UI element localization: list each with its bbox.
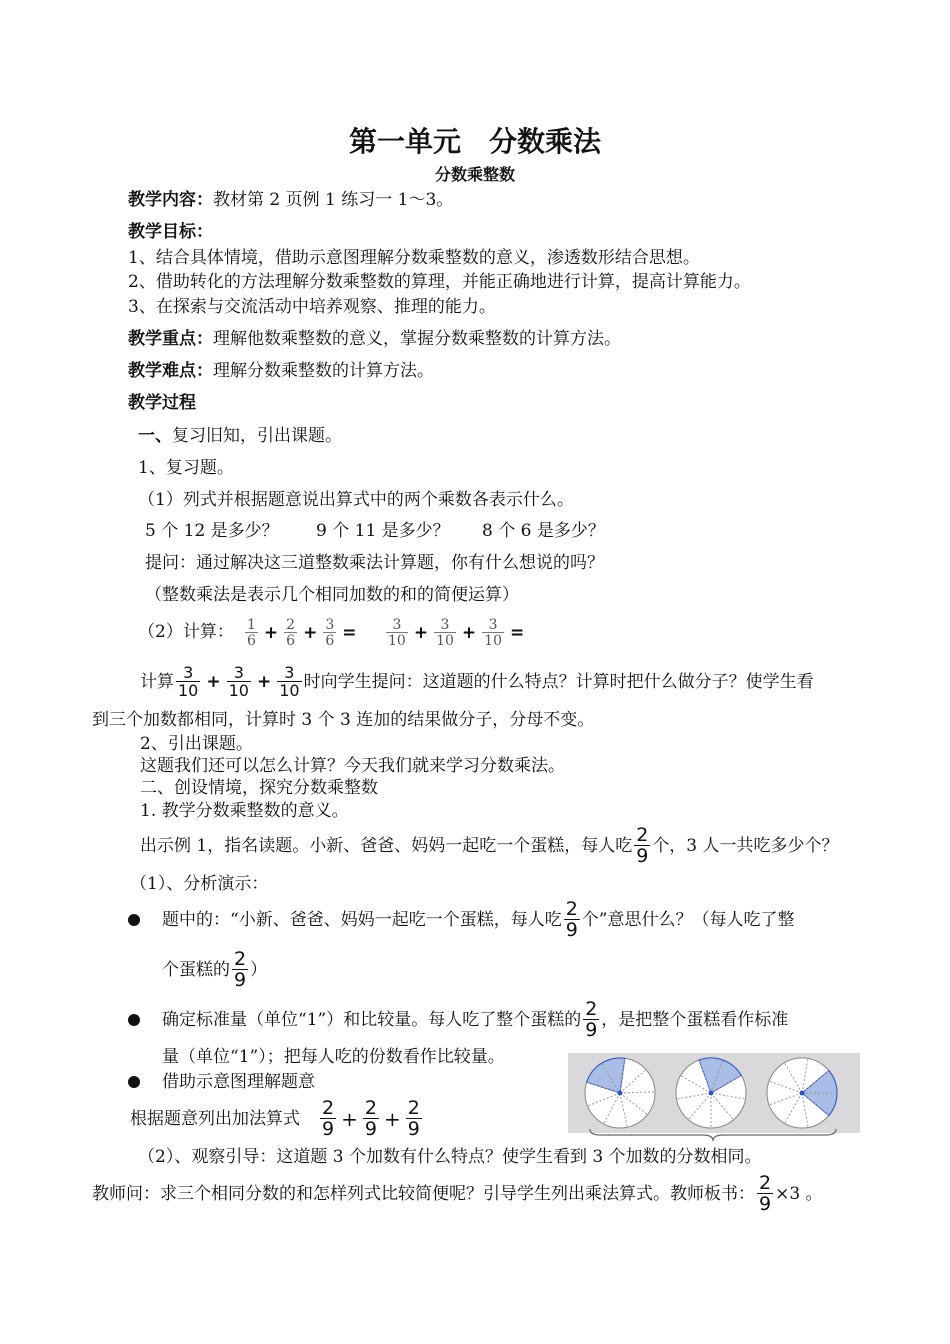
fraction: $\frac{2}{9}$	[759, 1172, 772, 1215]
fraction: $\frac{3}{10}$	[436, 617, 454, 649]
calc-label: （2）计算：	[138, 622, 234, 642]
key-text: 理解他数乘整数的意义，掌握分数乘整数的计算方法。	[213, 329, 621, 349]
fraction: $\frac{3}{10}$	[178, 663, 199, 700]
section1-title: 复习旧知，引出课题。	[172, 426, 342, 446]
calc-question-continued: 到三个加数都相同，计算时 3 个 3 连加的结果做分子，分母不变。	[92, 710, 595, 730]
calc-expression-a: $\frac{1}{6}$ + $\frac{2}{6}$ + $\frac{3}{6}$ =	[247, 617, 357, 649]
fraction: $\frac{1}{6}$	[247, 617, 256, 649]
multiplication-question: 5 个 12 是多少？	[145, 521, 279, 541]
fraction: $\frac{3}{10}$	[484, 617, 502, 649]
key-label: 教学重点：	[128, 329, 213, 349]
content-label: 教学内容：	[128, 190, 213, 210]
calc-expression-b: $\frac{3}{10}$ + $\frac{3}{10}$ + $\frac{3}{10}$ =	[388, 617, 525, 649]
observe-line: （2）、观察引导：这道题 3 个加数有什么特点？使学生看到 3 个加数的分数相同。	[138, 1147, 762, 1167]
difficulty-line	[128, 359, 434, 383]
analysis-heading: （1）、分析演示：	[130, 874, 269, 894]
bullet-item-continued: 个蛋糕的 $\frac{2}{9}$ ）	[162, 948, 268, 991]
goal-item: 1、结合具体情境，借助示意图理解分数乘整数的意义，渗透数形结合思想。	[128, 248, 700, 268]
page-title: 第一单元 分数乘法	[348, 125, 601, 158]
fraction: $\frac{3}{6}$	[325, 617, 335, 649]
bullet-icon	[128, 1076, 140, 1088]
bullet-item: 题中的：“小新、爸爸、妈妈一起吃一个蛋糕，每人吃 $\frac{2}{9}$ 个”意思什么？（每人吃了整	[162, 898, 795, 941]
teacher-prompt: 提问：通过解决这三道整数乘法计算题，你有什么想说的吗？	[145, 553, 604, 573]
lesson-subtitle: 分数乘整数	[434, 165, 515, 184]
bullet-item-continued: 量（单位“1”）；把每人吃的份数看作比较量。	[162, 1047, 505, 1067]
fraction: $\frac{2}{9}$	[364, 1097, 377, 1140]
multiplication-question: 9 个 11 是多少？	[316, 521, 450, 541]
process-label: 教学过程	[128, 393, 196, 413]
cake-diagram	[568, 1053, 860, 1133]
cake-center	[800, 1091, 805, 1096]
calc-question-line: 计算 $\frac{3}{10}$ + $\frac{3}{10}$ + $\frac{3}{10}$ 时向学生提问：这道题的什么特点？计算时把什么做分子？使学生看	[140, 663, 814, 700]
fraction: $\frac{3}{10}$	[228, 663, 249, 700]
cake-center	[618, 1091, 623, 1096]
cake-diagram-svg	[568, 1053, 860, 1133]
goal-item: 2、借助转化的方法理解分数乘整数的算理，并能正确地进行计算，提高计算能力。	[128, 272, 751, 292]
expected-answer: （整数乘法是表示几个相同加数的和的简便运算）	[145, 585, 519, 605]
bullet-icon	[128, 1014, 140, 1026]
fraction: $\frac{2}{9}$	[565, 898, 578, 941]
section1-heading	[138, 424, 342, 448]
intro-text: 这题我们还可以怎么计算？今天我们就来学习分数乘法。	[140, 756, 565, 776]
review-question: （1）列式并根据题意说出算式中的两个乘数各表示什么。	[138, 490, 574, 510]
cake-center	[709, 1091, 714, 1096]
section2-heading: 二、创设情境，探究分数乘整数	[140, 778, 378, 798]
fraction: $\frac{3}{10}$	[388, 617, 406, 649]
meaning-heading: 1. 教学分数乘整数的意义。	[140, 801, 349, 821]
goals-label: 教学目标：	[128, 222, 213, 242]
fraction: $\frac{2}{9}$	[585, 998, 598, 1041]
fraction: $\frac{2}{6}$	[286, 617, 296, 649]
review-heading: 1、复习题。	[138, 458, 234, 478]
difficulty-text: 理解分数乘整数的计算方法。	[213, 361, 434, 381]
bullet-item: 借助示意图理解题意	[162, 1072, 315, 1092]
bullet-item: 确定标准量（单位“1”）和比较量。每人吃了整个蛋糕的 $\frac{2}{9}$ ，是把整个蛋糕看作标准	[162, 998, 789, 1041]
multiplication-question: 8 个 6 是多少？	[482, 521, 605, 541]
example-line: 出示例 1，指名读题。小新、爸爸、妈妈一起吃一个蛋糕，每人吃 $\frac{2}{9}$ 个，3 人一共吃多少个？	[140, 824, 839, 867]
content-line	[128, 188, 453, 212]
content-text: 教材第 2 页例 1 练习一 1～3。	[213, 190, 454, 210]
fraction: $\frac{3}{10}$	[279, 663, 300, 700]
goal-item: 3、在探索与交流活动中培养观察、推理的能力。	[128, 297, 496, 317]
fraction: $\frac{2}{9}$	[407, 1097, 420, 1140]
section1-number: 一、	[138, 426, 172, 446]
difficulty-label: 教学难点：	[128, 361, 213, 381]
bullet-icon	[128, 914, 140, 926]
addition-line: 根据题意列出加法算式 $\frac{2}{9}$ + $\frac{2}{9}$ + $\frac{2}{9}$	[130, 1097, 420, 1140]
fraction: $\frac{2}{9}$	[322, 1097, 335, 1140]
brace-icon	[588, 1127, 838, 1143]
key-line	[128, 327, 621, 351]
teacher-question-line: 教师问：求三个相同分数的和怎样列式比较简便呢？引导学生列出乘法算式。教师板书： $\frac{2}{9}$ ×3 。	[92, 1172, 823, 1215]
intro-heading: 2、引出课题。	[140, 734, 253, 754]
fraction: $\frac{2}{9}$	[234, 948, 247, 991]
fraction: $\frac{2}{9}$	[636, 824, 649, 867]
